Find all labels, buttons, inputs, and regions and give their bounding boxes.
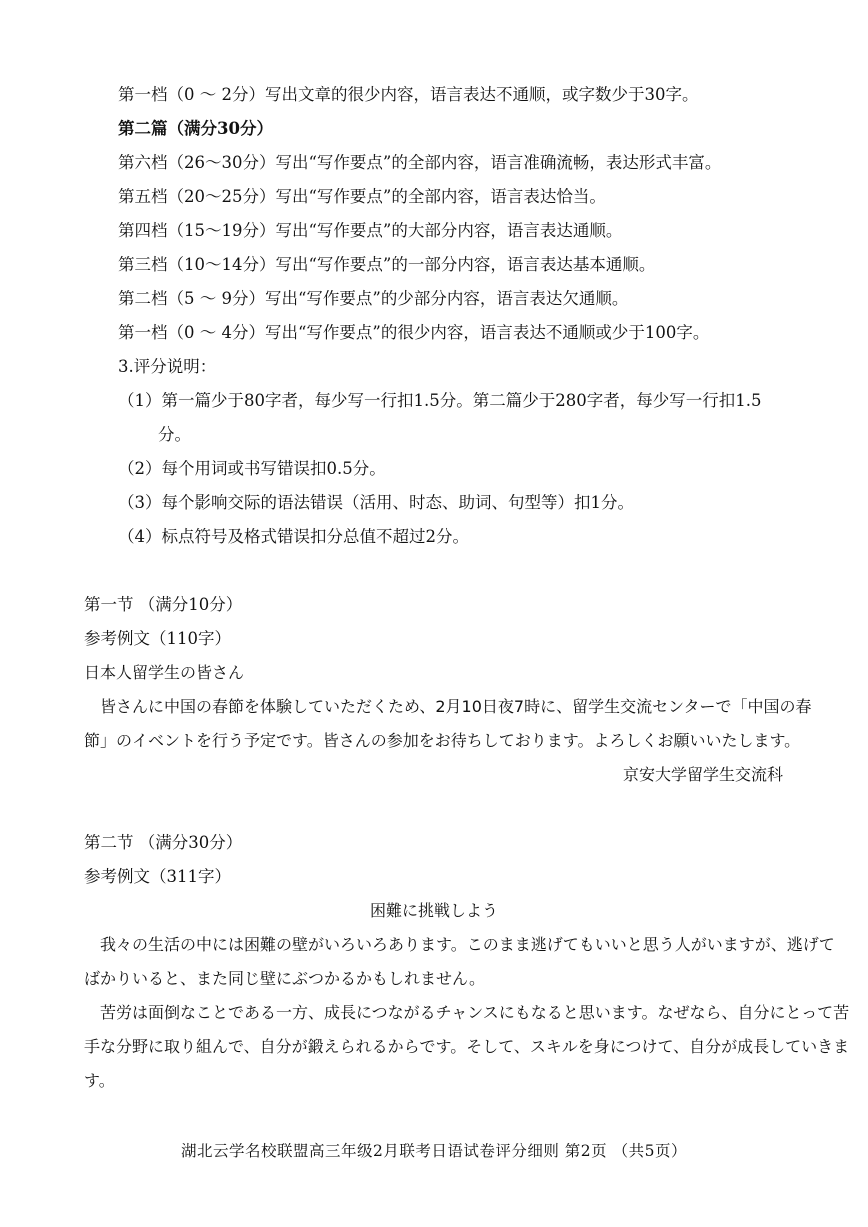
section1-sample-label: 参考例文（110字）: [84, 629, 231, 648]
section2-sample-label: 参考例文（311字）: [84, 867, 231, 886]
part2-tier-1: 第一档（0 ～ 4分）写出“写作要点”的很少内容，语言表达不通顺或少于100字。: [118, 323, 710, 342]
essay-line-5: す。: [84, 1071, 115, 1090]
essay-title: 困難に挑戦しよう: [369, 901, 498, 920]
part2-tier-5: 第五档（20～25分）写出“写作要点”的全部内容，语言表达恰当。: [118, 187, 606, 206]
section1-heading: 第一节 （满分10分）: [84, 595, 243, 614]
part2-tier-4: 第四档（15～19分）写出“写作要点”的大部分内容，语言表达通顺。: [118, 221, 623, 240]
note-1: （1）第一篇少于80字者，每少写一行扣1.5分。第二篇少于280字者，每少写一行扣1.5: [118, 391, 762, 410]
essay-line-2: ばかりいると、また同じ壁にぶつかるかもしれません。: [84, 969, 485, 988]
essay-line-1: 我々の生活の中には困難の壁がいろいろあります。このまま逃げてもいいと思う人がいますが、逃げて: [100, 935, 835, 954]
essay-line-3: 苦労は面倒なことである一方、成長につながるチャンスにもなると思います。なぜなら、自分にとって苦: [100, 1003, 850, 1022]
note-1-continued: 分。: [158, 425, 191, 444]
part2-tier-3: 第三档（10～14分）写出“写作要点”的一部分内容，语言表达基本通顺。: [118, 255, 656, 274]
essay-line-4: 手な分野に取り組んで、自分が鍛えられるからです。そして、スキルを身につけて、自分が成長していきま: [84, 1037, 850, 1056]
note-4: （4）标点符号及格式错误扣分总值不超过2分。: [118, 527, 469, 546]
section1-signature: 京安大学留学生交流科: [622, 765, 783, 784]
part2-tier-6: 第六档（26～30分）写出“写作要点”的全部内容，语言准确流畅，表达形式丰富。: [118, 153, 722, 172]
section1-body-line-1: 皆さんに中国の春節を体験していただくため、2月10日夜7時に、留学生交流センターで「中国の春: [100, 697, 812, 716]
note-2: （2）每个用词或书写错误扣0.5分。: [118, 459, 386, 478]
note-3: （3）每个影响交际的语法错误（活用、时态、助词、句型等）扣1分。: [118, 493, 634, 512]
part1-tier-1: 第一档（0 ～ 2分）写出文章的很少内容，语言表达不通顺，或字数少于30字。: [118, 85, 699, 104]
section2-heading: 第二节 （满分30分）: [84, 833, 243, 852]
part2-tier-2: 第二档（5 ～ 9分）写出“写作要点”的少部分内容，语言表达欠通顺。: [118, 289, 629, 308]
section1-body-line-2: 節」のイベントを行う予定です。皆さんの参加をお待ちしております。よろしくお願いいたします。: [84, 731, 801, 750]
part2-heading: 第二篇（满分30分）: [118, 119, 273, 138]
section1-salutation: 日本人留学生の皆さん: [84, 663, 245, 682]
notes-heading: 3.评分说明：: [118, 357, 217, 376]
page-footer: 湖北云学名校联盟高三年级2月联考日语试卷评分细则 第2页 （共5页）: [181, 1142, 687, 1160]
